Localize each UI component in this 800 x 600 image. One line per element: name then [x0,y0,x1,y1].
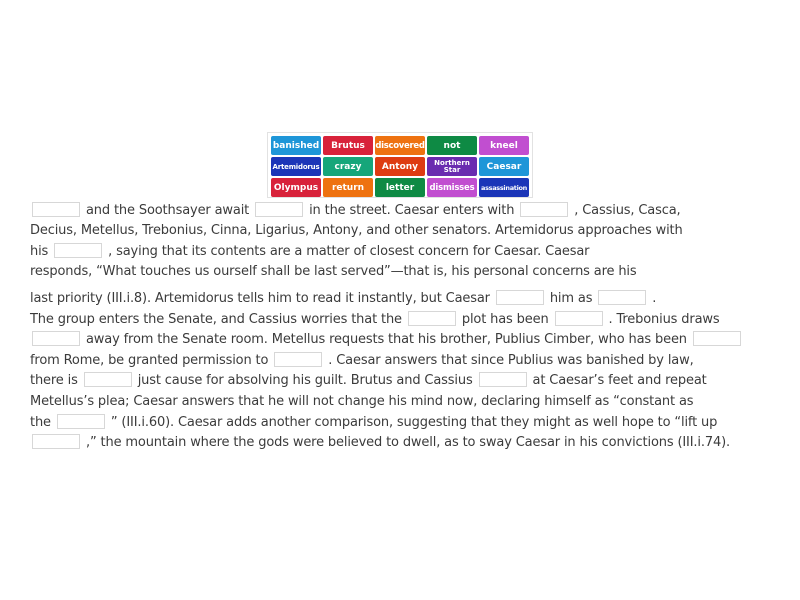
blank-8[interactable] [555,311,603,326]
passage-text: plot has been [461,312,553,327]
blank-15[interactable] [32,434,80,449]
tile-brutus[interactable]: Brutus [323,136,373,155]
passage-line-12 [30,434,730,452]
passage-text: the [30,415,55,430]
passage-text: his [30,244,53,259]
passage-text: Metellus’s plea; Caesar answers that he will not change his mind now, declaring himself as “constant as [30,394,694,409]
tile-discovered[interactable]: discovered [375,136,425,155]
blank-5[interactable] [496,290,544,305]
blank-10[interactable] [693,331,741,346]
passage-line-6 [30,311,720,329]
blank-14[interactable] [57,414,105,429]
blank-13[interactable] [479,372,527,387]
passage-line-5 [30,290,656,308]
tile-crazy[interactable]: crazy [323,157,373,176]
tile-return[interactable]: return [323,178,373,197]
passage-line-7 [30,331,743,349]
blank-9[interactable] [32,331,80,346]
passage-line-11 [30,414,717,432]
tile-assassination[interactable]: assassination [479,178,529,197]
blank-11[interactable] [274,352,322,367]
passage-line-4 [30,263,637,281]
passage-line-1 [30,202,681,220]
passage-text: at Caesar’s feet and repeat [532,373,707,388]
passage-text: and the Soothsayer await [85,203,254,218]
tile-letter[interactable]: letter [375,178,425,197]
passage-line-8 [30,352,694,370]
blank-12[interactable] [84,372,132,387]
passage-text: just cause for absolving his guilt. Brutus and Cassius [137,373,477,388]
tile-banished[interactable]: banished [271,136,321,155]
passage-text: . [652,291,657,306]
tile-olympus[interactable]: Olympus [271,178,321,197]
passage-text: ,” the mountain where the gods were believed to dwell, as to sway Caesar in his convictions (III.i.74). [85,435,730,450]
blank-2[interactable] [255,202,303,217]
tile-antony[interactable]: Antony [375,157,425,176]
passage-text: . Trebonius draws [608,312,720,327]
passage-line-3 [30,243,589,261]
tile-dismisses[interactable]: dismisses [427,178,477,197]
tile-kneel[interactable]: kneel [479,136,529,155]
passage-text: in the street. Caesar enters with [309,203,519,218]
passage-text: Decius, Metellus, Trebonius, Cinna, Ligarius, Antony, and other senators. Artemidorus approaches with [30,223,683,238]
blank-1[interactable] [32,202,80,217]
passage-line-2 [30,222,683,240]
passage-text: from Rome, be granted permission to [30,353,273,368]
blank-7[interactable] [408,311,456,326]
tile-caesar[interactable]: Caesar [479,157,529,176]
blank-6[interactable] [598,290,646,305]
tile-not[interactable]: not [427,136,477,155]
passage-text: responds, “What touches us ourself shall be last served”—that is, his personal concerns are his [30,264,637,279]
passage-text: , Cassius, Casca, [574,203,681,218]
passage-text: . Caesar answers that since Publius was banished by law, [328,353,694,368]
passage-line-10 [30,393,693,411]
blank-3[interactable] [520,202,568,217]
passage-text: last priority (III.i.8). Artemidorus tells him to read it instantly, but Caesar [30,291,494,306]
blank-4[interactable] [54,243,102,258]
passage-text: away from the Senate room. Metellus requests that his brother, Publius Cimber, who has been [85,332,691,347]
passage-text: there is [30,373,82,388]
passage-text: , saying that its contents are a matter of closest concern for Caesar. Caesar [108,244,590,259]
passage-text: The group enters the Senate, and Cassius worries that the [30,312,406,327]
passage-text: ” (III.i.60). Caesar adds another comparison, suggesting that they might as well hope to “lift up [110,415,718,430]
passage-line-9 [30,372,707,390]
tile-northern-star[interactable]: Northern Star [427,157,477,176]
passage-text: him as [549,291,597,306]
tile-artemidorus[interactable]: Artemidorus [271,157,321,176]
